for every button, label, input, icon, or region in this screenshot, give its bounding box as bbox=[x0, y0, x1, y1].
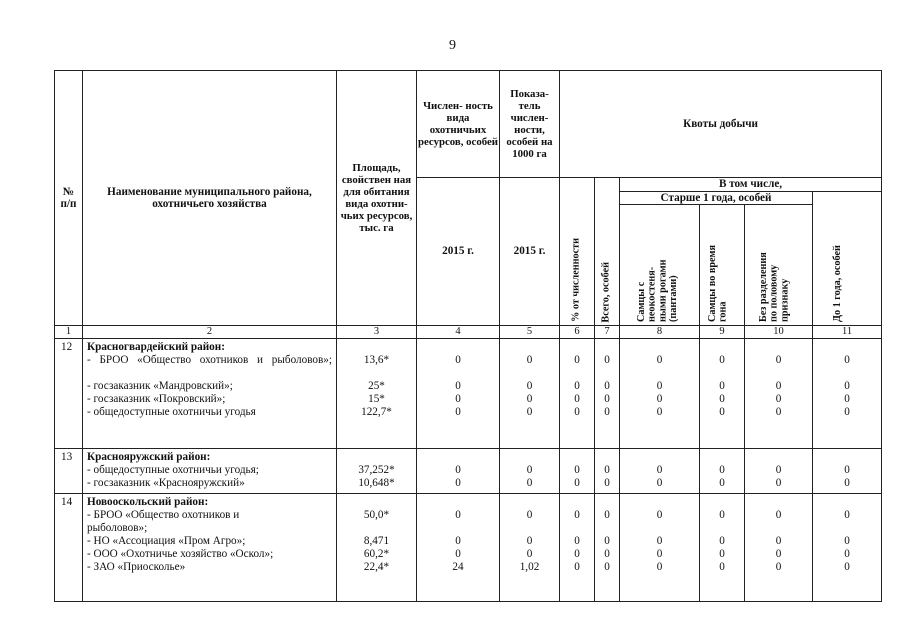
pop-value: 0 bbox=[455, 477, 461, 490]
table-row bbox=[55, 494, 882, 602]
males-value: 0 bbox=[656, 380, 663, 393]
entity-name: - БРОО «Общество охотников и рыболовов»; bbox=[87, 509, 240, 534]
males-rut-value: 0 bbox=[719, 548, 725, 561]
area-value: 15* bbox=[368, 393, 385, 406]
pct-value: 0 bbox=[574, 393, 580, 406]
pop-cell bbox=[417, 494, 500, 602]
no-sex-value: 0 bbox=[775, 354, 782, 367]
pop-value: 0 bbox=[455, 380, 461, 393]
males-value: 0 bbox=[656, 548, 663, 561]
total-value: 0 bbox=[604, 561, 610, 574]
col-index-5: 5 bbox=[500, 326, 560, 339]
header-males-rut-text: Самцы во время гона bbox=[707, 245, 729, 323]
column-index-row bbox=[55, 326, 882, 339]
total-cell bbox=[595, 449, 620, 494]
index-value: 0 bbox=[526, 535, 533, 548]
district-title: Новооскольский район: bbox=[87, 496, 209, 509]
page-number: 9 bbox=[449, 38, 456, 53]
pct-cell bbox=[560, 494, 595, 602]
pct-value: 0 bbox=[574, 406, 580, 419]
young-value: 0 bbox=[844, 535, 850, 548]
header-quotas-text: Квоты добычи bbox=[683, 117, 758, 130]
young-value: 0 bbox=[844, 548, 850, 561]
pct-value: 0 bbox=[574, 509, 580, 522]
no-sex-value: 0 bbox=[775, 561, 782, 574]
pop-value: 0 bbox=[455, 535, 461, 548]
no-sex-value: 0 bbox=[775, 509, 782, 522]
col-index-3: 3 bbox=[337, 326, 417, 339]
area-value: 37,252* bbox=[358, 464, 395, 477]
males-value: 0 bbox=[656, 354, 663, 367]
index-value: 0 bbox=[526, 354, 533, 367]
header-area bbox=[337, 71, 417, 326]
header-index bbox=[500, 71, 560, 178]
males-value: 0 bbox=[656, 464, 663, 477]
header-young-text: До 1 года, особей bbox=[832, 245, 844, 323]
header-name bbox=[83, 71, 337, 326]
header-year-index bbox=[500, 178, 560, 326]
area-cell bbox=[337, 449, 417, 494]
header-quotas bbox=[560, 71, 882, 178]
header-num-text: № п/п bbox=[60, 185, 77, 211]
area-value: 10,648* bbox=[358, 477, 395, 490]
total-cell bbox=[595, 494, 620, 602]
header-year-index-text: 2015 г. bbox=[513, 245, 546, 258]
area-value: 122,7* bbox=[361, 406, 392, 419]
males-value: 0 bbox=[656, 393, 663, 406]
pct-value: 0 bbox=[574, 380, 580, 393]
header-area-text: Площадь, свойствен ная для обитания вида охотни- чьих ресурсов, тыс. га bbox=[340, 161, 413, 235]
header-young bbox=[813, 191, 882, 326]
header-no-sex bbox=[745, 205, 813, 326]
males-rut-value: 0 bbox=[719, 477, 725, 490]
area-cell bbox=[337, 494, 417, 602]
no-sex-cell bbox=[745, 339, 813, 449]
row-number: 12 bbox=[55, 339, 83, 449]
total-value: 0 bbox=[604, 393, 610, 406]
header-older-text: Старше 1 года, особей bbox=[660, 191, 772, 204]
entity-name: - общедоступные охотничьи угодья; bbox=[87, 464, 259, 477]
index-value: 0 bbox=[526, 509, 533, 522]
hunting-quota-table bbox=[54, 70, 882, 602]
males-rut-cell bbox=[700, 449, 745, 494]
pop-value: 24 bbox=[452, 561, 464, 574]
males-rut-value: 0 bbox=[719, 535, 725, 548]
total-value: 0 bbox=[604, 535, 610, 548]
header-including bbox=[620, 178, 882, 192]
area-value: 8,471 bbox=[363, 535, 390, 548]
col-index-1: 1 bbox=[55, 326, 83, 339]
pct-value: 0 bbox=[574, 548, 580, 561]
young-value: 0 bbox=[844, 561, 850, 574]
males-rut-value: 0 bbox=[719, 509, 725, 522]
area-value: 13,6* bbox=[363, 354, 390, 367]
header-total bbox=[595, 178, 620, 326]
area-cell bbox=[337, 339, 417, 449]
header-population-text: Числен- ность вида охотничьих ресурсов, особей bbox=[418, 99, 498, 149]
entity-name: - БРОО «Общество охотников и рыболовов»; bbox=[87, 354, 332, 367]
row-number: 13 bbox=[55, 449, 83, 494]
header-males-text: Самцы с неокостеня- ными рогами (пантами) bbox=[635, 259, 679, 323]
pct-value: 0 bbox=[574, 464, 580, 477]
no-sex-value: 0 bbox=[775, 535, 782, 548]
pop-value: 0 bbox=[455, 406, 461, 419]
header-year-pop-text: 2015 г. bbox=[442, 245, 474, 258]
header-no-sex-text: Без разделения по половому признаку bbox=[757, 252, 790, 323]
col-index-2: 2 bbox=[83, 326, 337, 339]
pop-value: 0 bbox=[455, 509, 461, 522]
header-males bbox=[620, 205, 700, 326]
row-number: 14 bbox=[55, 494, 83, 602]
index-value: 0 bbox=[526, 380, 533, 393]
pop-value: 0 bbox=[455, 393, 461, 406]
young-value: 0 bbox=[844, 380, 850, 393]
header-index-text: Показа- тель числен- ности, особей на 1000 га bbox=[506, 87, 553, 161]
no-sex-value: 0 bbox=[775, 548, 782, 561]
pop-cell bbox=[417, 339, 500, 449]
col-index-6: 6 bbox=[560, 326, 595, 339]
district-cell bbox=[83, 449, 337, 494]
males-rut-value: 0 bbox=[719, 380, 725, 393]
col-index-9: 9 bbox=[700, 326, 745, 339]
table-row bbox=[55, 449, 882, 494]
index-cell bbox=[500, 494, 560, 602]
no-sex-cell bbox=[745, 494, 813, 602]
young-cell bbox=[813, 449, 882, 494]
pct-value: 0 bbox=[574, 477, 580, 490]
district-cell bbox=[83, 494, 337, 602]
index-value: 0 bbox=[526, 406, 533, 419]
entity-name: - НО «Ассоциация «Пром Агро»; bbox=[87, 535, 246, 548]
header-including-text: В том числе, bbox=[718, 178, 783, 190]
young-value: 0 bbox=[844, 393, 850, 406]
males-rut-cell bbox=[700, 494, 745, 602]
males-cell bbox=[620, 449, 700, 494]
males-cell bbox=[620, 339, 700, 449]
total-value: 0 bbox=[604, 509, 610, 522]
young-value: 0 bbox=[844, 354, 850, 367]
pop-value: 0 bbox=[455, 548, 461, 561]
area-value: 25* bbox=[368, 380, 385, 393]
pct-value: 0 bbox=[574, 561, 580, 574]
no-sex-value: 0 bbox=[775, 406, 782, 419]
males-rut-value: 0 bbox=[719, 393, 725, 406]
area-value: 60,2* bbox=[363, 548, 390, 561]
males-rut-value: 0 bbox=[719, 464, 725, 477]
entity-name: - госзаказник «Мандровский»; bbox=[87, 380, 233, 393]
pop-value: 0 bbox=[455, 354, 461, 367]
col-index-11: 11 bbox=[813, 326, 882, 339]
males-value: 0 bbox=[656, 561, 663, 574]
col-index-7: 7 bbox=[595, 326, 620, 339]
young-cell bbox=[813, 339, 882, 449]
males-value: 0 bbox=[656, 535, 663, 548]
no-sex-value: 0 bbox=[775, 464, 782, 477]
young-value: 0 bbox=[844, 509, 850, 522]
header-pct-text: % от численности bbox=[570, 238, 582, 323]
index-value: 0 bbox=[526, 393, 533, 406]
header-older bbox=[620, 191, 813, 205]
entity-name: - ООО «Охотничье хозяйство «Оскол»; bbox=[87, 548, 274, 561]
pct-value: 0 bbox=[574, 535, 580, 548]
pct-value: 0 bbox=[574, 354, 580, 367]
index-value: 0 bbox=[526, 464, 533, 477]
no-sex-cell bbox=[745, 449, 813, 494]
index-value: 1,02 bbox=[519, 561, 540, 574]
total-value: 0 bbox=[604, 477, 610, 490]
young-value: 0 bbox=[844, 406, 850, 419]
no-sex-value: 0 bbox=[775, 393, 782, 406]
males-value: 0 bbox=[656, 509, 663, 522]
males-rut-value: 0 bbox=[719, 561, 725, 574]
no-sex-value: 0 bbox=[775, 380, 782, 393]
males-rut-value: 0 bbox=[719, 354, 725, 367]
index-cell bbox=[500, 449, 560, 494]
males-value: 0 bbox=[656, 406, 663, 419]
total-cell bbox=[595, 339, 620, 449]
males-rut-cell bbox=[700, 339, 745, 449]
males-rut-value: 0 bbox=[719, 406, 725, 419]
young-value: 0 bbox=[844, 464, 850, 477]
header-population bbox=[417, 71, 500, 178]
header-year-pop bbox=[417, 178, 500, 326]
pop-value: 0 bbox=[455, 464, 461, 477]
col-index-8: 8 bbox=[620, 326, 700, 339]
no-sex-value: 0 bbox=[775, 477, 782, 490]
district-title: Краснояружский район: bbox=[87, 451, 211, 464]
header-pct bbox=[560, 178, 595, 326]
col-index-10: 10 bbox=[745, 326, 813, 339]
index-value: 0 bbox=[526, 477, 533, 490]
pct-cell bbox=[560, 449, 595, 494]
index-cell bbox=[500, 339, 560, 449]
total-value: 0 bbox=[604, 354, 610, 367]
header-males-rut bbox=[700, 205, 745, 326]
young-value: 0 bbox=[844, 477, 850, 490]
index-value: 0 bbox=[526, 548, 533, 561]
area-value: 22,4* bbox=[363, 561, 390, 574]
entity-name: - госзаказник «Краснояружский» bbox=[87, 477, 245, 490]
entity-name: - госзаказник «Покровский»; bbox=[87, 393, 226, 406]
young-cell bbox=[813, 494, 882, 602]
males-value: 0 bbox=[656, 477, 663, 490]
total-value: 0 bbox=[604, 548, 610, 561]
area-value: 50,0* bbox=[363, 509, 390, 522]
entity-name: - общедоступные охотничьи угодья bbox=[87, 406, 256, 419]
header-total-text: Всего, особей bbox=[600, 261, 612, 323]
entity-name: - ЗАО «Приосколье» bbox=[87, 561, 186, 574]
col-index-4: 4 bbox=[417, 326, 500, 339]
pop-cell bbox=[417, 449, 500, 494]
header-name-text: Наименование муниципального района, охотничьего хозяйства bbox=[107, 185, 312, 211]
header-num bbox=[55, 71, 83, 326]
total-value: 0 bbox=[604, 380, 610, 393]
table-row bbox=[55, 339, 882, 449]
total-value: 0 bbox=[604, 406, 610, 419]
total-value: 0 bbox=[604, 464, 610, 477]
males-cell bbox=[620, 494, 700, 602]
district-cell bbox=[83, 339, 337, 449]
pct-cell bbox=[560, 339, 595, 449]
district-title: Красногвардейский район: bbox=[87, 341, 225, 354]
